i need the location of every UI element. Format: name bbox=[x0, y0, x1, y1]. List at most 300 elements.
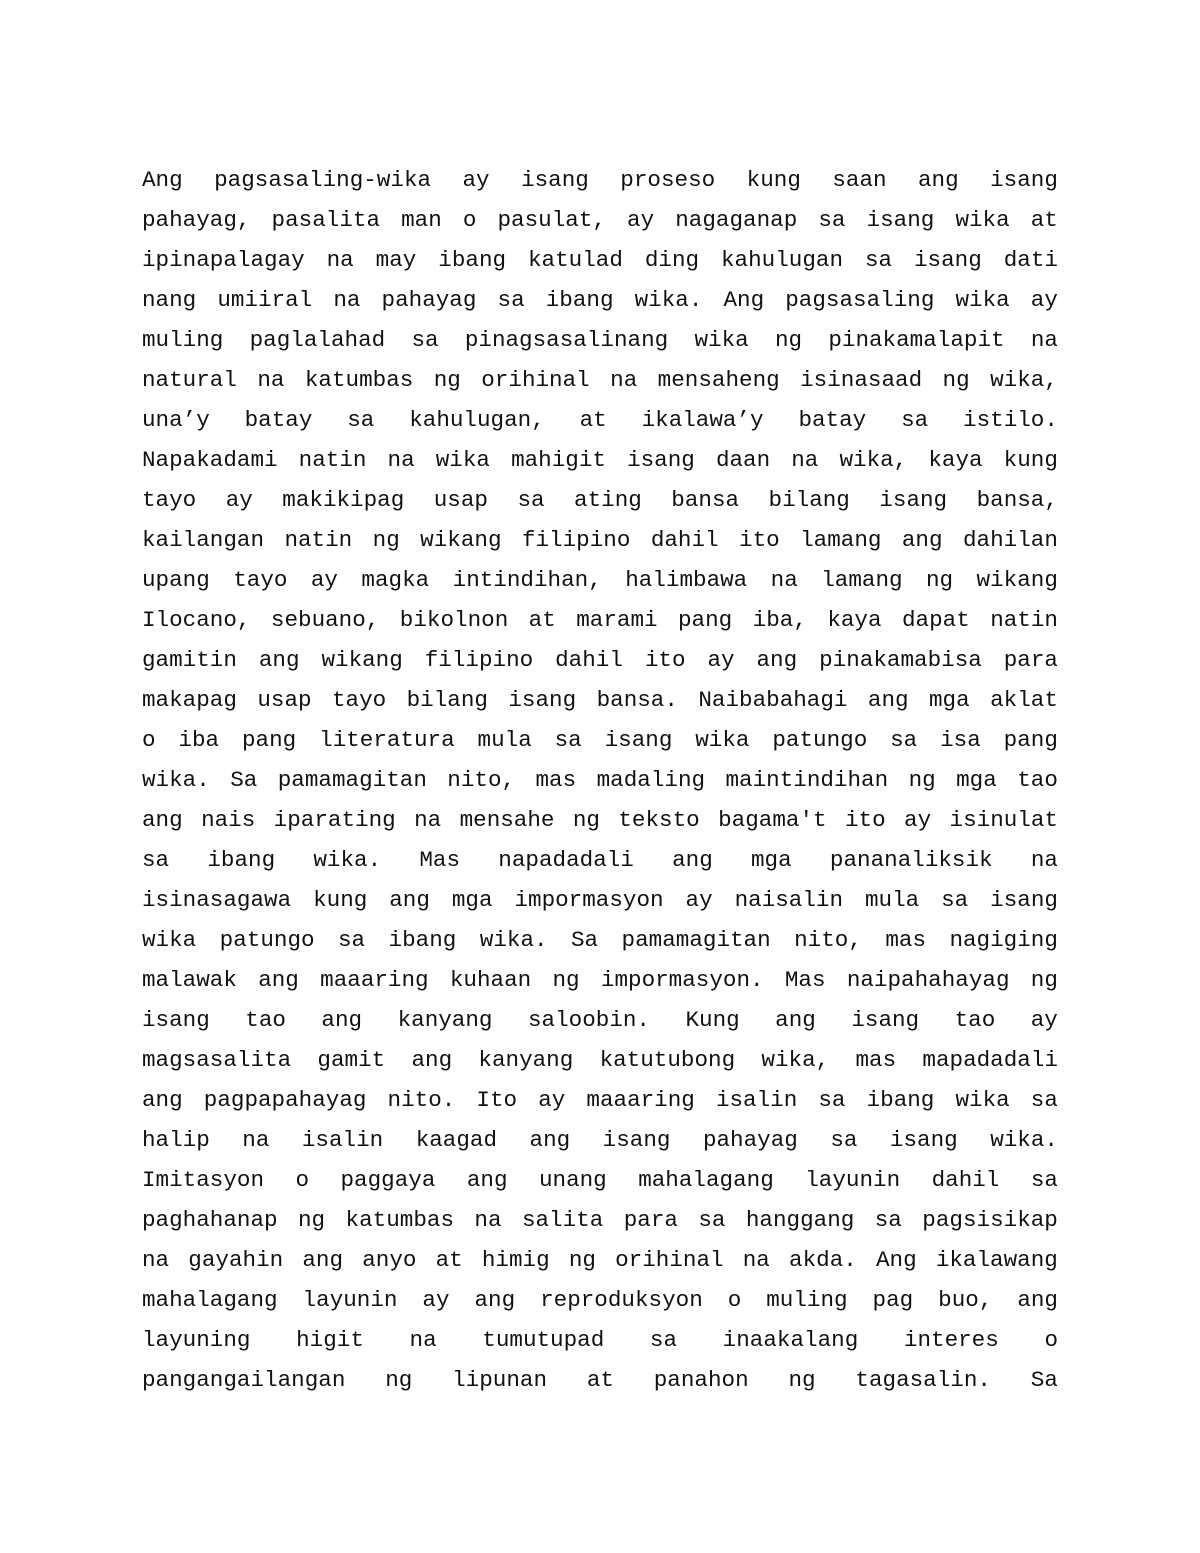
word: ang bbox=[142, 1087, 183, 1113]
word: isinasagawa bbox=[142, 887, 292, 913]
word: saloobin. bbox=[527, 1007, 650, 1033]
word: ng bbox=[552, 967, 580, 993]
word: intindihan, bbox=[452, 567, 602, 593]
word: wika bbox=[694, 327, 749, 353]
word: ang bbox=[672, 847, 713, 873]
word: isang bbox=[990, 887, 1058, 913]
body-paragraph bbox=[142, 160, 1058, 1400]
word: pahayag bbox=[702, 1127, 798, 1153]
word: dati bbox=[1003, 247, 1058, 273]
word: ng bbox=[568, 1247, 596, 1273]
word: isang bbox=[914, 247, 982, 273]
word: iba bbox=[178, 727, 220, 753]
word: Mas bbox=[784, 967, 826, 993]
word: isa bbox=[940, 727, 981, 753]
word: sa bbox=[864, 247, 893, 273]
word: mahalagang bbox=[638, 1167, 774, 1193]
word: Imitasyon bbox=[142, 1167, 265, 1193]
word: mga bbox=[751, 847, 792, 873]
word: ng bbox=[908, 767, 936, 793]
word: ang bbox=[775, 1007, 816, 1033]
word: sa bbox=[338, 927, 366, 953]
word: wika bbox=[435, 447, 490, 473]
word: tao bbox=[245, 1007, 286, 1033]
word: Sa bbox=[230, 767, 258, 793]
word: ikalawa’y bbox=[641, 407, 764, 433]
word: nais bbox=[201, 807, 256, 833]
word: isang bbox=[602, 1127, 671, 1153]
text-line bbox=[142, 920, 1058, 960]
word: sa bbox=[649, 1327, 678, 1353]
word: sa bbox=[347, 407, 375, 433]
word: katulad bbox=[528, 247, 623, 273]
word: akda. bbox=[789, 1247, 857, 1273]
word: at bbox=[579, 407, 607, 433]
word: pasulat, bbox=[497, 207, 606, 233]
word: at bbox=[435, 1247, 463, 1273]
word: halip bbox=[142, 1127, 210, 1153]
word: sa bbox=[1030, 1087, 1058, 1113]
text-line bbox=[142, 1280, 1058, 1320]
word: pamamagitan bbox=[621, 927, 771, 953]
word: wika bbox=[695, 727, 750, 753]
word: mahalagang bbox=[142, 1287, 278, 1313]
word: ibang bbox=[545, 287, 614, 313]
word: malawak bbox=[142, 967, 237, 993]
word: bilang bbox=[768, 487, 850, 513]
word: isalin bbox=[715, 1087, 798, 1113]
text-line bbox=[142, 880, 1058, 920]
word: isang bbox=[627, 447, 695, 473]
word: mula bbox=[477, 727, 532, 753]
word: o bbox=[727, 1287, 742, 1313]
word: dapat bbox=[901, 607, 970, 633]
text-line bbox=[142, 1200, 1058, 1240]
word: makapag bbox=[142, 687, 237, 713]
word: gayahin bbox=[188, 1247, 284, 1273]
word: isang bbox=[990, 167, 1058, 193]
word: teksto bbox=[618, 807, 700, 833]
text-line bbox=[142, 360, 1058, 400]
word: pinagsasalinang bbox=[464, 327, 669, 353]
word: ng bbox=[372, 527, 400, 553]
text-line bbox=[142, 680, 1058, 720]
word: kung bbox=[746, 167, 801, 193]
word: isang bbox=[508, 687, 577, 713]
word: mensahe bbox=[459, 807, 555, 833]
word: at bbox=[586, 1367, 614, 1393]
word: sa bbox=[874, 1207, 902, 1233]
word: dahil bbox=[650, 527, 719, 553]
word: patungo bbox=[772, 727, 868, 753]
word: layunin bbox=[805, 1167, 901, 1193]
word: wikang bbox=[420, 527, 502, 553]
word: ibang bbox=[388, 927, 457, 953]
word: himig bbox=[481, 1247, 550, 1273]
word: saan bbox=[832, 167, 887, 193]
word: impormasyon bbox=[514, 887, 664, 913]
word: bikolnon bbox=[399, 607, 509, 633]
word: nito, bbox=[794, 927, 862, 953]
word: natin bbox=[298, 447, 367, 473]
word: bansa. bbox=[596, 687, 678, 713]
word: ay bbox=[627, 207, 655, 233]
word: batay bbox=[244, 407, 313, 433]
word: makikipag bbox=[282, 487, 405, 513]
word: isalin bbox=[301, 1127, 384, 1153]
word: ding bbox=[644, 247, 700, 273]
word: pangangailangan bbox=[142, 1367, 346, 1393]
word: na bbox=[257, 367, 285, 393]
word: na bbox=[742, 1247, 770, 1273]
word: at bbox=[1030, 207, 1058, 233]
word: na bbox=[791, 447, 819, 473]
word: katumbas bbox=[304, 367, 414, 393]
word: sa bbox=[830, 1127, 858, 1153]
word: ipinapalagay bbox=[142, 247, 305, 273]
word: mga bbox=[451, 887, 493, 913]
text-line bbox=[142, 200, 1058, 240]
word: na bbox=[242, 1127, 270, 1153]
word: isang bbox=[521, 167, 589, 193]
word: pasalita bbox=[271, 207, 381, 233]
word: na bbox=[333, 287, 361, 313]
word: naisalin bbox=[734, 887, 844, 913]
word: kahulugan bbox=[721, 247, 844, 273]
word: isinasaad bbox=[800, 367, 923, 393]
word: mensaheng bbox=[657, 367, 780, 393]
word: bagama't bbox=[718, 807, 827, 833]
word: nagiging bbox=[949, 927, 1058, 953]
word: iba, bbox=[752, 607, 807, 633]
word: pagsasaling bbox=[785, 287, 935, 313]
word: filipino bbox=[424, 647, 534, 673]
word: maintindihan bbox=[725, 767, 889, 793]
word: kanyang bbox=[397, 1007, 493, 1033]
word: ng bbox=[788, 1367, 816, 1393]
word: paggaya bbox=[340, 1167, 436, 1193]
word: ng bbox=[433, 367, 461, 393]
word: pananaliksik bbox=[829, 847, 993, 873]
word: inaakalang bbox=[722, 1327, 859, 1353]
word: ay bbox=[422, 1287, 450, 1313]
word: o bbox=[142, 727, 156, 753]
word: anyo bbox=[362, 1247, 417, 1273]
word: o bbox=[295, 1167, 310, 1193]
word: mahigit bbox=[511, 447, 606, 473]
word: pagsasaling-wika bbox=[214, 167, 432, 193]
word: ibang bbox=[207, 847, 276, 873]
word: ikalawang bbox=[935, 1247, 1058, 1273]
text-line bbox=[142, 1040, 1058, 1080]
word: sa bbox=[142, 847, 170, 873]
word: wika. bbox=[479, 927, 548, 953]
word: pang bbox=[678, 607, 733, 633]
text-line bbox=[142, 320, 1058, 360]
word: ang bbox=[529, 1127, 571, 1153]
word: wika. bbox=[634, 287, 703, 313]
word: ito bbox=[844, 807, 886, 833]
word: muling bbox=[766, 1287, 848, 1313]
word: ng bbox=[385, 1367, 413, 1393]
word: o bbox=[462, 207, 477, 233]
word: tayo bbox=[331, 687, 387, 713]
word: ang bbox=[867, 687, 909, 713]
text-line bbox=[142, 840, 1058, 880]
word: usap bbox=[257, 687, 312, 713]
word: pinakamalapit bbox=[828, 327, 1005, 353]
word: na bbox=[1030, 327, 1058, 353]
word: wika bbox=[955, 1087, 1010, 1113]
word: na bbox=[1030, 847, 1058, 873]
word: pang bbox=[241, 727, 297, 753]
word: ay bbox=[707, 647, 735, 673]
word: natural bbox=[142, 367, 237, 393]
word: napadadali bbox=[498, 847, 634, 873]
word: wikang bbox=[976, 567, 1058, 593]
text-line bbox=[142, 480, 1058, 520]
word: isinulat bbox=[949, 807, 1058, 833]
word: nito, bbox=[447, 767, 516, 793]
text-line bbox=[142, 600, 1058, 640]
word: mas bbox=[855, 1047, 897, 1073]
word: tayo bbox=[142, 487, 197, 513]
word: sa bbox=[497, 287, 525, 313]
word: kuhaan bbox=[449, 967, 532, 993]
word: ng bbox=[942, 367, 970, 393]
word: tao bbox=[1017, 767, 1058, 793]
word: Naibabahagi bbox=[698, 687, 848, 713]
word: mga bbox=[956, 767, 997, 793]
word: Ang bbox=[723, 287, 765, 313]
word: literatura bbox=[319, 727, 455, 753]
word: sa bbox=[411, 327, 439, 353]
text-line bbox=[142, 800, 1058, 840]
text-line bbox=[142, 1360, 1058, 1400]
word: ang bbox=[756, 647, 798, 673]
word: Sa bbox=[1030, 1367, 1058, 1393]
word: gamit bbox=[317, 1047, 386, 1073]
word: mapadadali bbox=[922, 1047, 1058, 1073]
word: pang bbox=[1003, 727, 1058, 753]
word: usap bbox=[433, 487, 488, 513]
word: ay bbox=[1030, 287, 1058, 313]
word: katutubong bbox=[599, 1047, 736, 1073]
word: na bbox=[474, 1207, 502, 1233]
word: Kung bbox=[685, 1007, 740, 1033]
word: isang bbox=[866, 207, 935, 233]
word: ang bbox=[901, 527, 943, 553]
word: isang bbox=[879, 487, 948, 513]
word: higit bbox=[296, 1327, 364, 1353]
text-line bbox=[142, 280, 1058, 320]
text-line bbox=[142, 400, 1058, 440]
word: kailangan bbox=[142, 527, 265, 553]
word: pahayag, bbox=[142, 207, 251, 233]
word: ay bbox=[1030, 1007, 1058, 1033]
word: gamitin bbox=[142, 647, 237, 673]
word: na bbox=[610, 367, 638, 393]
word: Napakadami bbox=[142, 447, 278, 473]
word: magsasalita bbox=[142, 1047, 292, 1073]
word: ang bbox=[258, 967, 299, 993]
word: mga bbox=[929, 687, 970, 713]
word: Sa bbox=[570, 927, 599, 953]
word: Ang bbox=[142, 167, 183, 193]
word: Ang bbox=[875, 1247, 917, 1273]
word: sa bbox=[1030, 1167, 1058, 1193]
word: ibang bbox=[438, 247, 507, 273]
word: patungo bbox=[219, 927, 315, 953]
word: ay bbox=[538, 1087, 566, 1113]
word: na bbox=[414, 807, 442, 833]
word: una’y bbox=[142, 407, 210, 433]
word: proseso bbox=[620, 167, 716, 193]
word: wikang bbox=[321, 647, 403, 673]
word: na bbox=[387, 447, 415, 473]
word: sebuano, bbox=[270, 607, 380, 633]
word: natin bbox=[990, 607, 1058, 633]
word: sa bbox=[890, 727, 918, 753]
word: aklat bbox=[990, 687, 1058, 713]
word: kaya bbox=[928, 447, 983, 473]
word: umiiral bbox=[217, 287, 313, 313]
word: ang bbox=[258, 647, 300, 673]
word: ang bbox=[918, 167, 959, 193]
text-line bbox=[142, 960, 1058, 1000]
word: pag bbox=[872, 1287, 914, 1313]
word: daan bbox=[715, 447, 771, 473]
word: may bbox=[375, 247, 417, 273]
word: sa bbox=[818, 207, 846, 233]
text-line bbox=[142, 1000, 1058, 1040]
word: Mas bbox=[419, 847, 461, 873]
word: na bbox=[326, 247, 354, 273]
word: ang bbox=[142, 807, 183, 833]
word: kaagad bbox=[415, 1127, 498, 1153]
word: filipino bbox=[521, 527, 631, 553]
word: ng bbox=[298, 1207, 326, 1233]
word: wika. bbox=[990, 1127, 1058, 1153]
word: katumbas bbox=[345, 1207, 454, 1233]
text-line bbox=[142, 1240, 1058, 1280]
word: ang bbox=[302, 1247, 344, 1273]
word: ng bbox=[774, 327, 803, 353]
word: ang bbox=[474, 1287, 516, 1313]
word: ito bbox=[644, 647, 686, 673]
word: ang bbox=[1017, 1287, 1058, 1313]
word: panahon bbox=[653, 1367, 749, 1393]
word: ay bbox=[462, 167, 490, 193]
word: maaaring bbox=[586, 1087, 695, 1113]
word: ibang bbox=[866, 1087, 935, 1113]
word: o bbox=[1044, 1327, 1058, 1353]
word: mula bbox=[864, 887, 920, 913]
word: ay bbox=[225, 487, 253, 513]
word: paglalahad bbox=[249, 327, 386, 353]
word: at bbox=[528, 607, 556, 633]
word: sa bbox=[517, 487, 545, 513]
word: pagpapahayag bbox=[203, 1087, 367, 1113]
word: buo, bbox=[938, 1287, 993, 1313]
word: nagaganap bbox=[675, 207, 798, 233]
text-line bbox=[142, 1080, 1058, 1120]
text-line bbox=[142, 440, 1058, 480]
word: nang bbox=[142, 287, 197, 313]
word: na bbox=[770, 567, 798, 593]
word: kanyang bbox=[478, 1047, 574, 1073]
word: wika. bbox=[313, 847, 382, 873]
word: sa bbox=[554, 727, 582, 753]
word: ay bbox=[904, 807, 932, 833]
word: Ito bbox=[476, 1087, 518, 1113]
word: isang bbox=[851, 1007, 920, 1033]
word: tao bbox=[954, 1007, 996, 1033]
word: na bbox=[409, 1327, 437, 1353]
word: ay bbox=[685, 887, 713, 913]
word: mas bbox=[535, 767, 577, 793]
word: halimbawa bbox=[625, 567, 748, 593]
word: naipahahayag bbox=[846, 967, 1010, 993]
word: wika bbox=[955, 287, 1010, 313]
word: bansa bbox=[671, 487, 740, 513]
word: wika bbox=[142, 927, 197, 953]
word: wika, bbox=[990, 367, 1058, 393]
word: bilang bbox=[406, 687, 488, 713]
word: man bbox=[401, 207, 442, 233]
word: pamamagitan bbox=[277, 767, 427, 793]
text-line bbox=[142, 520, 1058, 560]
text-line bbox=[142, 760, 1058, 800]
word: reproduksyon bbox=[540, 1287, 703, 1313]
word: wika, bbox=[839, 447, 908, 473]
word: upang bbox=[142, 567, 210, 593]
word: paghahanap bbox=[142, 1207, 278, 1233]
word: wika. bbox=[142, 767, 210, 793]
text-line bbox=[142, 560, 1058, 600]
word: sa bbox=[941, 887, 969, 913]
word: iparating bbox=[273, 807, 396, 833]
word: ating bbox=[574, 487, 642, 513]
word: natin bbox=[284, 527, 353, 553]
word: kaya bbox=[827, 607, 882, 633]
word: dahilan bbox=[962, 527, 1058, 553]
word: wika, bbox=[761, 1047, 830, 1073]
word: wika bbox=[955, 207, 1010, 233]
word: maaaring bbox=[320, 967, 429, 993]
word: ang bbox=[466, 1167, 508, 1193]
word: isang bbox=[142, 1007, 210, 1033]
word: mas bbox=[885, 927, 927, 953]
text-line bbox=[142, 1320, 1058, 1360]
word: pinakamabisa bbox=[819, 647, 982, 673]
word: layuning bbox=[142, 1327, 251, 1353]
text-line bbox=[142, 240, 1058, 280]
word: Ilocano, bbox=[142, 607, 251, 633]
word: madaling bbox=[596, 767, 706, 793]
word: ng bbox=[926, 567, 954, 593]
word: tumutupad bbox=[482, 1327, 605, 1353]
word: na bbox=[142, 1247, 170, 1273]
word: isang bbox=[889, 1127, 958, 1153]
word: ay bbox=[310, 567, 338, 593]
word: salita bbox=[521, 1207, 604, 1233]
word: pahayag bbox=[381, 287, 477, 313]
word: dahil bbox=[931, 1167, 1000, 1193]
word: istilo. bbox=[963, 407, 1058, 433]
word: lamang bbox=[800, 527, 882, 553]
word: pagsisikap bbox=[922, 1207, 1058, 1233]
